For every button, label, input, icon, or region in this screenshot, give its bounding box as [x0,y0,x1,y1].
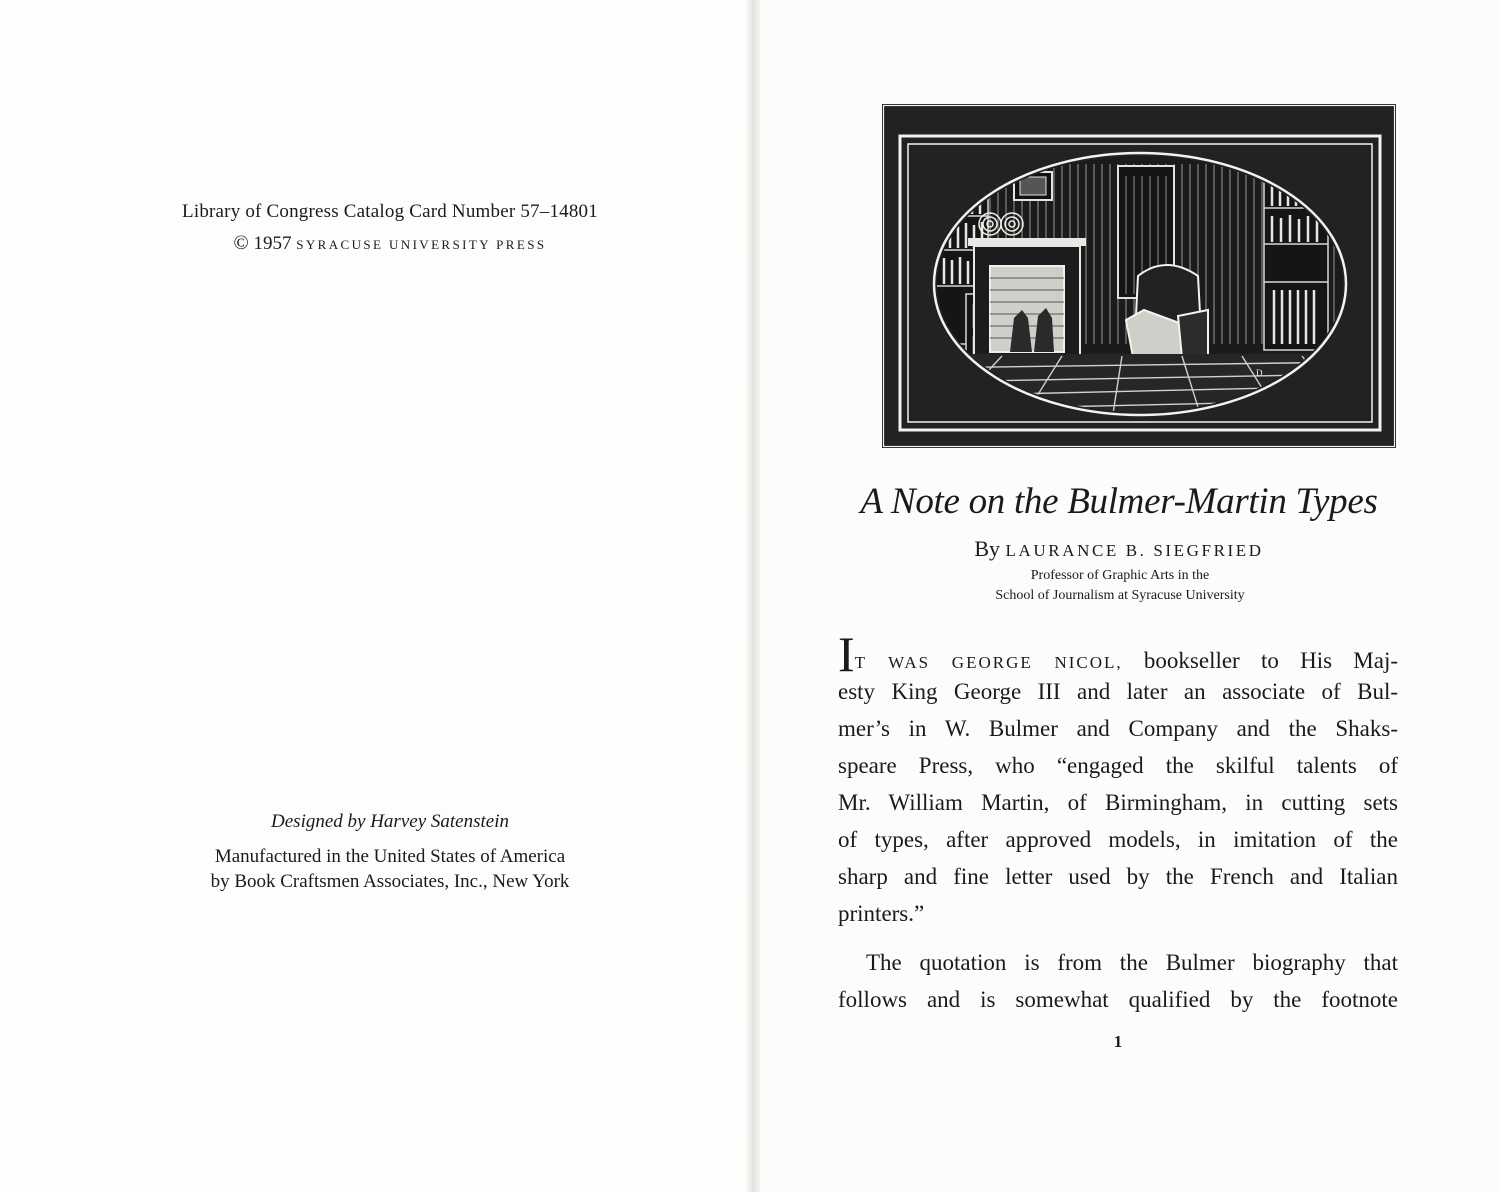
copyright-notice [120,229,660,259]
byline-prefix: By [974,536,1001,561]
text-line: follows and is somewhat qualified by the footnote [838,987,1398,1012]
text-line: The quotation is from the Bulmer biography that [866,950,1398,975]
affiliation-line: Professor of Graphic Arts in the [1030,568,1210,583]
text-line: of types, after approved models, in imitation of the [838,827,1398,852]
page-number: 1 [1113,1032,1123,1051]
text-line: speare Press, who “engaged the skilful talents of [838,753,1398,778]
byline [836,534,1402,566]
text-line: sharp and fine letter used by the French and Italian [838,864,1398,889]
designer-credit: Designed by Harvey Satenstein [271,811,509,832]
affiliation-line: School of Journalism at Syracuse University [995,588,1245,603]
small-caps-lead: T WAS GEORGE NICOL, [854,653,1123,672]
library-engraving [882,104,1396,448]
catalog-card-number: Library of Congress Catalog Card Number 57–14801 [182,201,598,222]
author-name: LAURANCE B. SIEGFRIED [1005,541,1264,560]
article-title: A Note on the Bulmer-Martin Types [860,481,1378,522]
text-line [838,626,1398,682]
press-name: SYRACUSE UNIVERSITY PRESS [296,237,547,252]
author-affiliation [880,566,1360,606]
text-line: mer’s in W. Bulmer and Company and the Shaks- [838,716,1398,741]
colophon [120,808,660,894]
text-line: Mr. William Martin, of Birmingham, in cutting sets [838,790,1398,815]
copyright-year: 1957 [253,233,292,254]
text-line: printers.” [838,901,925,926]
engraver-mark: D [1256,368,1263,378]
paragraph [838,944,1398,1018]
manufacture-line: Manufactured in the United States of America [214,846,566,867]
book-gutter [744,0,760,1192]
paragraph [838,626,1398,932]
text-line: esty King George III and later an associate of Bul- [838,679,1398,704]
copyright-symbol: © [233,232,249,254]
copyright-block [120,198,660,259]
article-body [838,626,1398,1018]
manufacture-line: by Book Craftsmen Associates, Inc., New York [210,871,570,892]
drop-cap: I [838,626,855,682]
fireplace [968,238,1086,356]
line-text: bookseller to His Maj- [1122,648,1398,673]
